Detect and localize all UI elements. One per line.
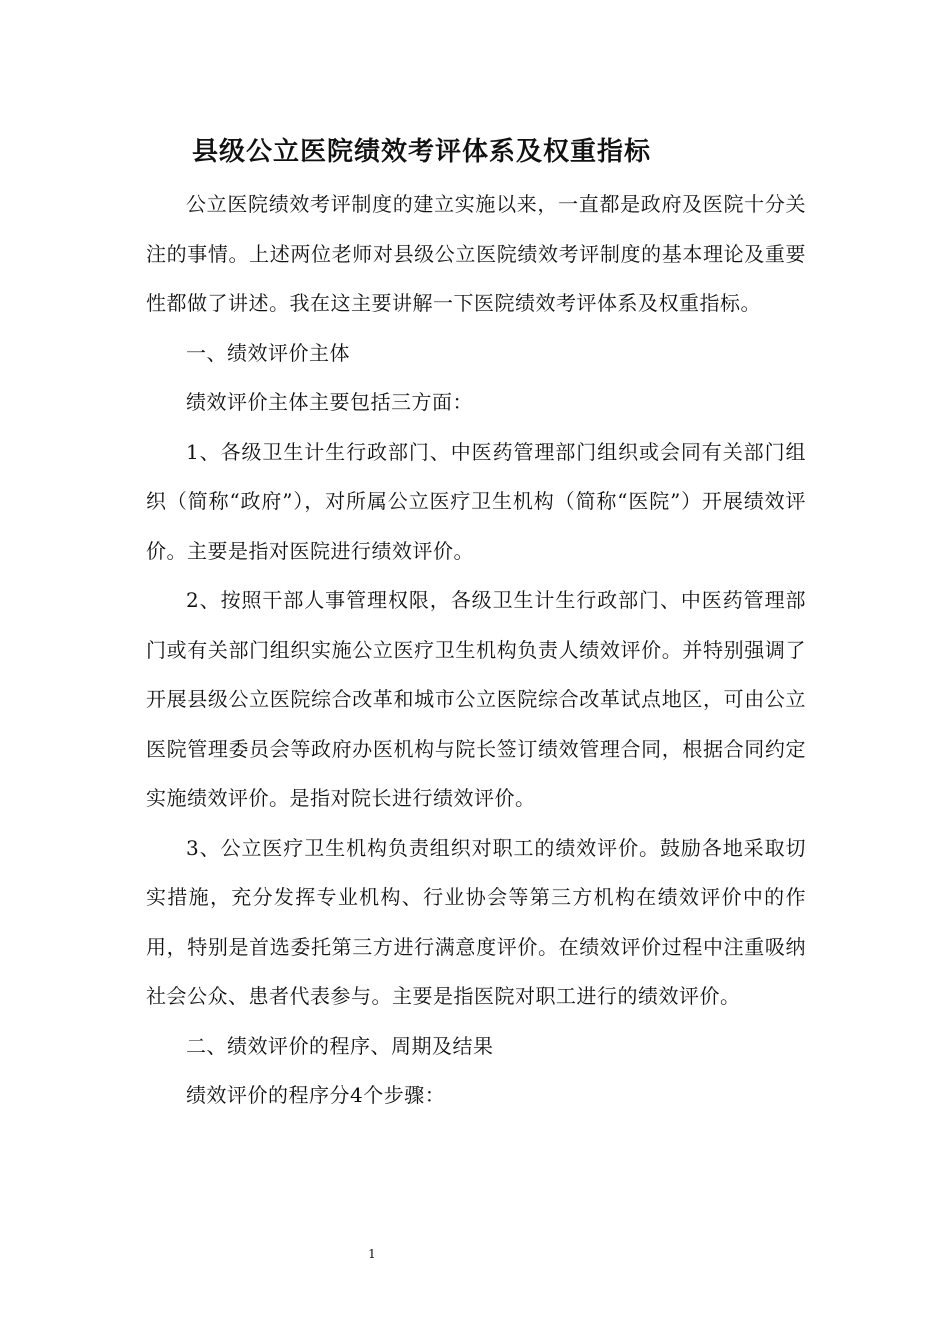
section-heading-2: 二、绩效评价的程序、周期及结果 bbox=[186, 1033, 494, 1058]
page-number: 1 bbox=[368, 1247, 376, 1261]
paragraph-item-1: 1、各级卫生计生行政部门、中医药管理部门组织或会同有关部门组织（简称“政府”），对所属公立医疗卫生机构（简称“医院”）开展绩效评价。主要是指对医院进行绩效评价。 bbox=[146, 439, 806, 563]
paragraph-steps: 绩效评价的程序分4个步骤： bbox=[186, 1083, 446, 1107]
paragraph-item-2: 2、按照干部人事管理权限，各级卫生计生行政部门、中医药管理部门或有关部门组织实施公立医疗卫生机构负责人绩效评价。并特别强调了开展县级公立医院综合改革和城市公立医院综合改革试点地区，可由公立医院管理委员会等政府办医机构与院长签订绩效管理合同，根据合同约定实施绩效评价。是指对院长进行绩效评价。 bbox=[146, 588, 806, 810]
paragraph-item-3: 3、公立医疗卫生机构负责组织对职工的绩效评价。鼓励各地采取切实措施，充分发挥专业机构、行业协会等第三方机构在绩效评价中的作用，特别是首选委托第三方进行满意度评价。在绩效评价过程中注重吸纳社会公众、患者代表参与。主要是指医院对职工进行的绩效评价。 bbox=[146, 835, 806, 1008]
document-body bbox=[146, 180, 806, 1121]
section-heading-1: 一、绩效评价主体 bbox=[186, 340, 350, 365]
paragraph-intro: 公立医院绩效考评制度的建立实施以来，一直都是政府及医院十分关注的事情。上述两位老师对县级公立医院绩效考评制度的基本理论及重要性都做了讲述。我在这主要讲解一下医院绩效考评体系及权重指标。 bbox=[146, 192, 806, 315]
document-title: 县级公立医院绩效考评体系及权重指标 bbox=[192, 137, 652, 167]
paragraph-subjects: 绩效评价主体主要包括三方面： bbox=[186, 390, 473, 414]
